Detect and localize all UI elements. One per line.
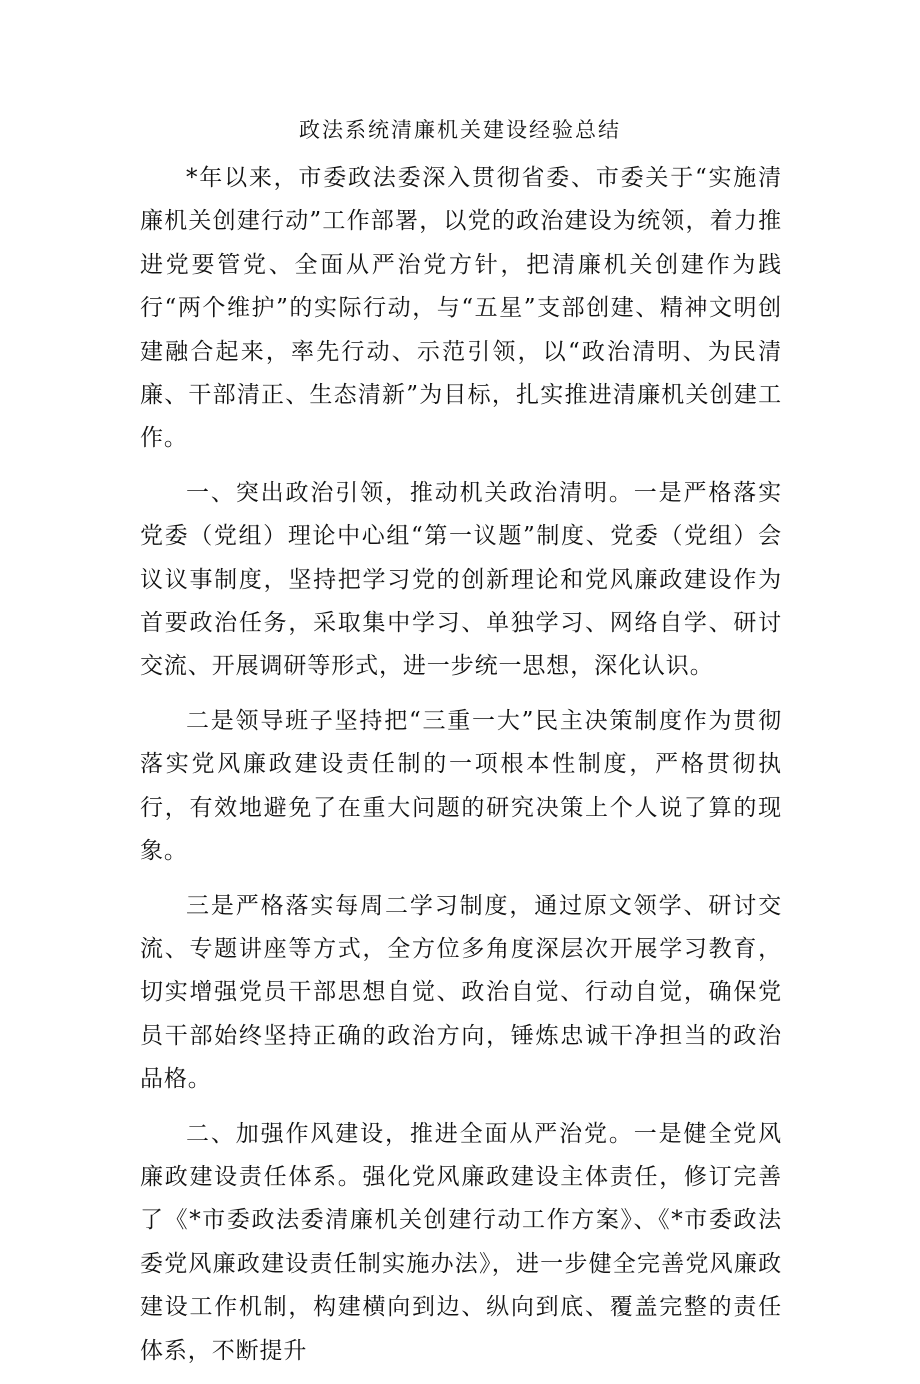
paragraph-point-3: 三是严格落实每周二学习制度，通过原文领学、研讨交流、专题讲座等方式，全方位多角度深层次开展学习教育，切实增强党员干部思想自觉、政治自觉、行动自觉，确保党员干部始终坚持正确的政治方向，锤炼忠诚干净担当的政治品格。 [140,892,782,1093]
document-body [140,157,782,1384]
paragraph-point-2: 二是领导班子坚持把“三重一大”民主决策制度作为贯彻落实党风廉政建设责任制的一项根本性制度，严格贯彻执行，有效地避免了在重大问题的研究决策上个人说了算的现象。 [140,707,782,865]
paragraph-section-1: 一、突出政治引领，推动机关政治清明。一是严格落实党委（党组）理论中心组“第一议题”制度、党委（党组）会议议事制度，坚持把学习党的创新理论和党风廉政建设作为首要政治任务，采取集中学习、单独学习、网络自学、研讨交流、开展调研等形式，进一步统一思想，深化认识。 [140,479,782,680]
document-title: 政法系统清廉机关建设经验总结 [299,118,621,142]
paragraph-intro: *年以来，市委政法委深入贯彻省委、市委关于“实施清廉机关创建行动”工作部署，以党的政治建设为统领，着力推进党要管党、全面从严治党方针，把清廉机关创建作为践行“两个维护”的实际行动，与“五星”支部创建、精神文明创建融合起来，率先行动、示范引领，以“政治清明、为民清廉、干部清正、生态清新”为目标，扎实推进清廉机关创建工作。 [140,165,782,452]
paragraph-section-2: 二、加强作风建设，推进全面从严治党。一是健全党风廉政建设责任体系。强化党风廉政建设主体责任，修订完善了《*市委政法委清廉机关创建行动工作方案》、《*市委政法委党风廉政建设责任制实施办法》，进一步健全完善党风廉政建设工作机制，构建横向到边、纵向到底、覆盖完整的责任体系，不断提升 [140,1120,782,1364]
